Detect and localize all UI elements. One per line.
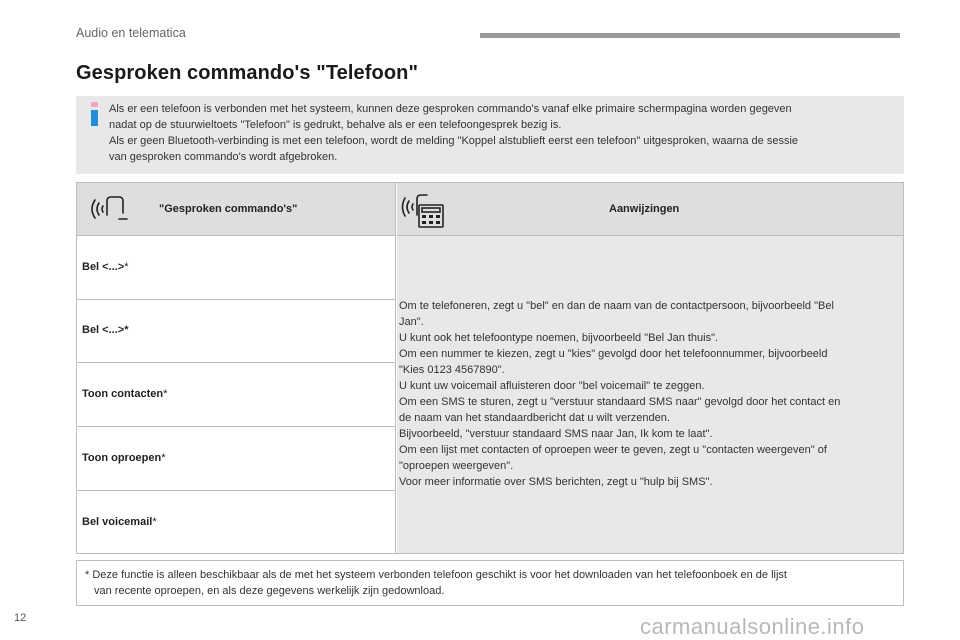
notes-line: Jan". — [399, 316, 424, 328]
info-line: Als er geen Bluetooth-verbinding is met een telefoon, wordt de melding "Koppel alstublieft eerst een telefoon" uitgesproken, waarna de sessie — [109, 135, 799, 147]
command-label: Bel voicemail* — [82, 516, 157, 528]
page-number: 12 — [14, 612, 27, 624]
notes-line: U kunt uw voicemail afluisteren door "bel voicemail" te zeggen. — [399, 380, 705, 392]
table-row — [77, 426, 396, 490]
watermark: carmanualsonline.info — [640, 614, 865, 639]
command-label: Bel <...>* — [82, 261, 129, 273]
notes-line: Om een nummer te kiezen, zegt u "kies" gevolgd door het telefoonnummer, bijvoorbeeld — [399, 348, 828, 360]
table-header-commands — [77, 183, 396, 235]
notes-text — [399, 298, 899, 490]
notes-line: "oproepen weergeven". — [399, 460, 514, 472]
notes-cell — [397, 235, 903, 553]
voice-keypad-icon — [401, 193, 451, 229]
voice-command-icon — [89, 193, 129, 225]
footnote-text — [85, 567, 895, 599]
column-header-notes: Aanwijzingen — [609, 203, 680, 215]
command-label: Toon oproepen* — [82, 452, 166, 464]
voice-commands-table — [76, 182, 904, 554]
section-header: Audio en telematica — [76, 26, 186, 40]
command-label: Toon contacten* — [82, 388, 168, 400]
notes-line: Om een SMS te sturen, zegt u "verstuur standaard SMS naar" gevolgd door het contact en — [399, 396, 841, 408]
info-line: van gesproken commando's wordt afgebroken. — [109, 151, 338, 163]
info-line: nadat op de stuurwieltoets "Telefoon" is gedrukt, behalve als er een telefoongesprek bezig is. — [109, 119, 562, 131]
table-row — [77, 235, 396, 299]
table-row — [77, 299, 396, 362]
table-row — [77, 362, 396, 426]
page-title: Gesproken commando's "Telefoon" — [76, 62, 419, 84]
header-divider — [480, 33, 900, 38]
notes-line: U kunt ook het telefoontype noemen, bijvoorbeeld "Bel Jan thuis". — [399, 332, 719, 344]
notes-line: Voor meer informatie over SMS berichten, zegt u "hulp bij SMS". — [399, 476, 713, 488]
notes-line: de naam van het standaardbericht dat u wilt verzenden. — [399, 412, 670, 424]
footnote-box — [76, 560, 904, 606]
notes-line: "Kies 0123 4567890". — [399, 364, 505, 376]
footnote-line: van recente oproepen, en als deze gegevens werkelijk zijn gedownload. — [94, 585, 445, 597]
footnote-line: * Deze functie is alleen beschikbaar als de met het systeem verbonden telefoon geschikt is voor het downloaden van het telefoonboek en de lijst — [85, 569, 787, 581]
info-line: Als er een telefoon is verbonden met het systeem, kunnen deze gesproken commando's vanaf elke primaire schermpagina worden gegeven — [109, 103, 792, 115]
info-text — [109, 101, 894, 165]
command-label: Bel <...>* — [82, 324, 129, 336]
info-icon — [88, 102, 102, 126]
notes-line: Om een lijst met contacten of oproepen weer te geven, zegt u "contacten weergeven" of — [399, 444, 827, 456]
table-row — [77, 490, 396, 553]
notes-line: Om te telefoneren, zegt u "bel" en dan de naam van de contactpersoon, bijvoorbeeld "Bel — [399, 300, 834, 312]
table-header-notes — [397, 183, 903, 235]
column-header-commands: "Gesproken commando's" — [159, 203, 298, 215]
notes-line: Bijvoorbeeld, "verstuur standaard SMS naar Jan, Ik kom te laat". — [399, 428, 713, 440]
info-box — [76, 96, 904, 174]
